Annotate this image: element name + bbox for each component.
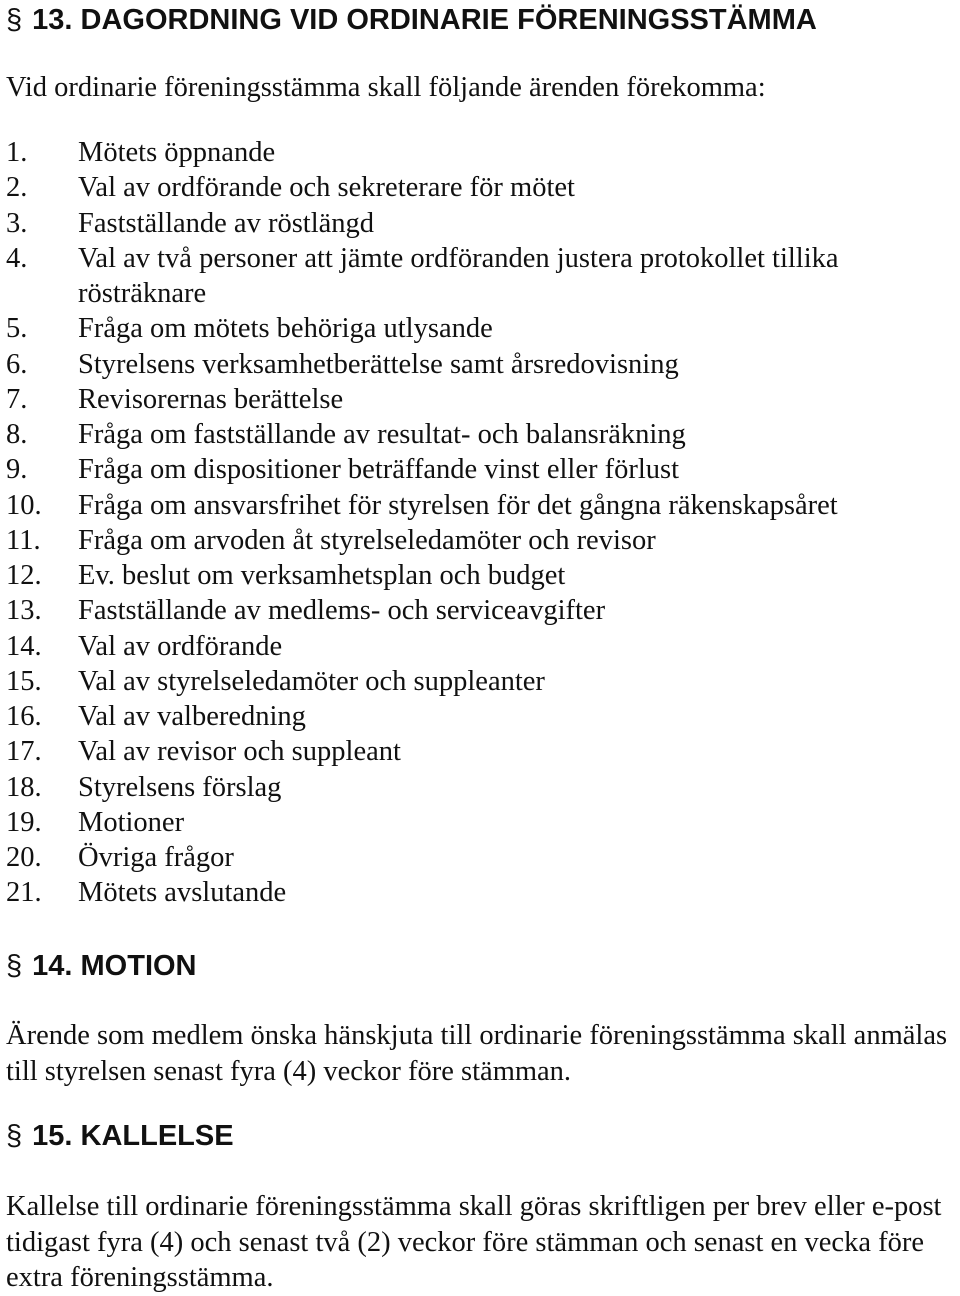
agenda-item-text: Val av revisor och suppleant <box>78 736 401 768</box>
agenda-item-number: 10. <box>6 489 42 521</box>
agenda-item-text: Ev. beslut om verksamhetsplan och budget <box>78 560 566 591</box>
agenda-item <box>6 135 956 170</box>
section-13-title: 13. DAGORDNING VID ORDINARIE FÖRENINGSSTÄMMA <box>32 4 817 36</box>
section-14-title: 14. MOTION <box>32 950 197 982</box>
section-15-title: 15. KALLELSE <box>32 1120 234 1152</box>
section-15-heading <box>6 1118 234 1154</box>
agenda-item <box>6 206 956 241</box>
agenda-item <box>6 664 956 699</box>
agenda-item-number: 4. <box>6 242 28 274</box>
agenda-item <box>6 311 956 346</box>
agenda-item-text: Fråga om ansvarsfrihet för styrelsen för det gångna räkenskapsåret <box>78 489 838 521</box>
agenda-item-text: Övriga frågor <box>78 842 234 873</box>
agenda-item-number: 7. <box>6 383 28 415</box>
agenda-item <box>6 805 956 840</box>
agenda-item <box>6 241 956 312</box>
agenda-item <box>6 523 956 558</box>
section-14-heading <box>6 948 197 984</box>
agenda-item <box>6 875 956 910</box>
section-14-body: Ärende som medlem önska hänskjuta till ordinarie föreningsstämma skall anmälas till styrelsen senast fyra (4) veckor före stämman. <box>6 1020 948 1087</box>
agenda-item-number: 13. <box>6 595 42 627</box>
agenda-item-text: Fråga om arvoden åt styrelseledamöter och revisor <box>78 524 656 556</box>
agenda-item <box>6 699 956 734</box>
agenda-item <box>6 734 956 769</box>
agenda-item-number: 14. <box>6 630 42 662</box>
agenda-item <box>6 593 956 628</box>
agenda-item-text: Fastställande av röstlängd <box>78 207 375 239</box>
agenda-item-text: Styrelsens verksamhetberättelse samt årsredovisning <box>78 348 679 380</box>
agenda-item-text: Mötets avslutande <box>78 877 287 909</box>
agenda-item-number: 5. <box>6 313 28 345</box>
section-15-body: Kallelse till ordinarie föreningsstämma skall göras skriftligen per brev eller e-post tidigast fyra (4) och senast två (2) veckor före stämman och senast en vecka före extra föreningsstämma. <box>6 1191 942 1293</box>
section-symbol: § <box>6 4 23 36</box>
agenda-item <box>6 629 956 664</box>
agenda-item-number: 1. <box>6 137 28 168</box>
agenda-item-number: 3. <box>6 207 28 239</box>
agenda-item-number: 17. <box>6 736 42 768</box>
agenda-item-number: 18. <box>6 771 42 803</box>
agenda-item <box>6 347 956 382</box>
section-13-intro: Vid ordinarie föreningsstämma skall följande ärenden förekomma: <box>6 72 766 103</box>
agenda-item-text: Val av valberedning <box>78 701 306 732</box>
agenda-item-text: Val av ordförande och sekreterare för mötet <box>78 172 575 204</box>
agenda-item-number: 19. <box>6 806 42 838</box>
agenda-item-text: Val av ordförande <box>78 630 283 662</box>
section-13-heading <box>6 2 817 38</box>
agenda-item <box>6 452 956 487</box>
agenda-item-text: Mötets öppnande <box>78 137 276 168</box>
agenda-item-text: Revisorernas berättelse <box>78 383 344 415</box>
section-symbol: § <box>6 950 23 982</box>
agenda-item-number: 8. <box>6 419 28 450</box>
agenda-item <box>6 558 956 593</box>
agenda-item-text: Val av två personer att jämte ordföranden justera protokollet tillika rösträknare <box>78 242 839 309</box>
agenda-item-text: Val av styrelseledamöter och suppleanter <box>78 665 545 697</box>
agenda-item <box>6 488 956 523</box>
agenda-item-number: 9. <box>6 454 28 486</box>
agenda-item <box>6 840 956 875</box>
agenda-item-text: Fråga om mötets behöriga utlysande <box>78 313 493 345</box>
agenda-item-text: Fastställande av medlems- och serviceavgifter <box>78 595 606 627</box>
agenda-item-text: Motioner <box>78 806 185 838</box>
agenda-item-text: Fråga om dispositioner beträffande vinst eller förlust <box>78 454 679 486</box>
agenda-item <box>6 170 956 205</box>
agenda-item-number: 12. <box>6 560 42 591</box>
agenda-item-number: 11. <box>6 524 41 556</box>
agenda-item <box>6 770 956 805</box>
agenda-item <box>6 382 956 417</box>
agenda-item-text: Fråga om fastställande av resultat- och balansräkning <box>78 419 686 450</box>
agenda-item-number: 6. <box>6 348 28 380</box>
agenda-item-text: Styrelsens förslag <box>78 771 282 803</box>
agenda-item <box>6 417 956 452</box>
agenda-item-number: 21. <box>6 877 42 909</box>
agenda-item-number: 20. <box>6 842 42 873</box>
section-symbol: § <box>6 1120 23 1152</box>
agenda-item-number: 15. <box>6 665 42 697</box>
agenda-list <box>6 135 956 911</box>
agenda-item-number: 2. <box>6 172 28 204</box>
agenda-item-number: 16. <box>6 701 42 732</box>
